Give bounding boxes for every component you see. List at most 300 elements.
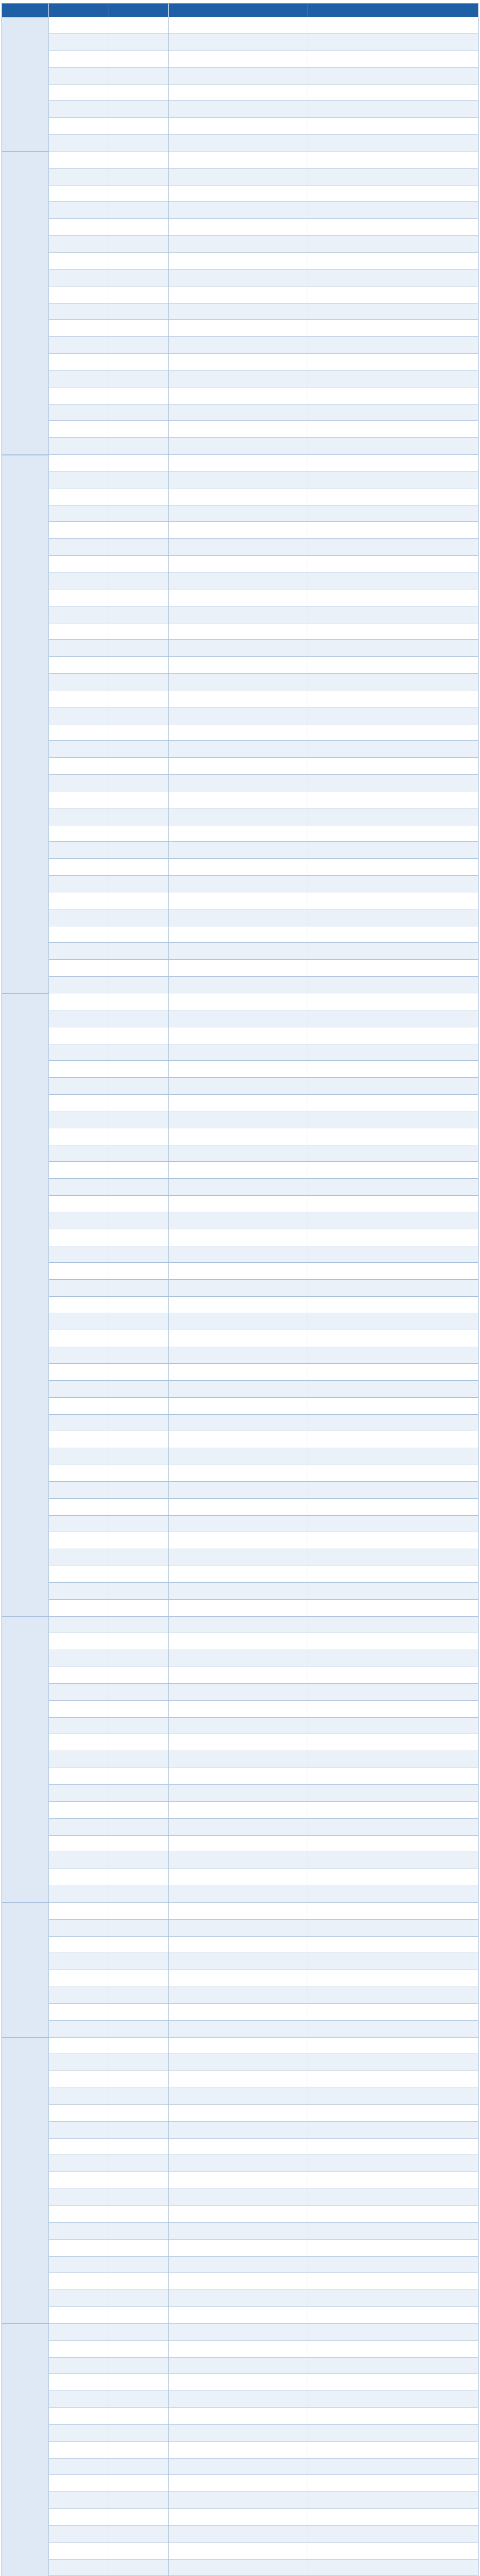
table-cell — [307, 2021, 478, 2037]
table-cell — [307, 236, 478, 252]
table-row — [2, 1398, 478, 1415]
table-row — [2, 2509, 478, 2526]
table-row — [2, 168, 478, 185]
table-cell — [307, 2004, 478, 2020]
table-cell — [108, 118, 169, 134]
table-cell — [169, 909, 307, 926]
table-cell — [169, 2139, 307, 2155]
table-row — [2, 572, 478, 589]
table-cell — [307, 2139, 478, 2155]
table-row — [2, 589, 478, 606]
table-cell — [49, 539, 108, 555]
table-cell — [307, 1886, 478, 1903]
table-row — [2, 1078, 478, 1095]
table-cell — [49, 1785, 108, 1802]
table-cell — [49, 471, 108, 488]
table-cell — [307, 741, 478, 757]
table-cell — [307, 1987, 478, 2004]
table-cell — [307, 2358, 478, 2374]
table-cell — [169, 674, 307, 690]
table-row — [2, 1532, 478, 1549]
table-cell — [108, 1903, 169, 1919]
table-cell — [49, 50, 108, 67]
table-row — [2, 1246, 478, 1263]
table-cell — [169, 1718, 307, 1734]
table — [2, 3, 478, 2576]
table-cell — [307, 572, 478, 589]
table-row — [2, 1751, 478, 1768]
table-cell — [108, 1010, 169, 1027]
table-cell — [108, 2021, 169, 2037]
table-cell — [49, 1583, 108, 1599]
table-cell — [108, 2206, 169, 2223]
table-cell — [169, 1330, 307, 1347]
table-cell — [169, 1953, 307, 1970]
table-row — [2, 1095, 478, 1112]
table-cell — [169, 1633, 307, 1650]
table-row — [2, 1684, 478, 1701]
table-cell — [108, 1313, 169, 1330]
table-cell — [169, 1768, 307, 1785]
table-cell — [49, 2004, 108, 2020]
table-cell — [307, 977, 478, 993]
table-cell — [49, 1162, 108, 1178]
table-cell — [108, 202, 169, 218]
table-cell — [49, 741, 108, 757]
table-cell — [49, 101, 108, 117]
table-cell — [169, 859, 307, 875]
table-cell — [307, 791, 478, 808]
table-cell — [108, 1179, 169, 1195]
table-cell — [307, 1465, 478, 1482]
table-cell — [49, 1701, 108, 1717]
table-cell — [169, 1549, 307, 1566]
table-cell — [49, 202, 108, 218]
table-cell — [307, 1061, 478, 1077]
table-cell — [169, 2509, 307, 2526]
table-cell — [108, 1145, 169, 1162]
table-cell — [169, 707, 307, 724]
table-cell — [108, 1246, 169, 1263]
table-row — [2, 151, 478, 168]
table-row — [2, 1836, 478, 1853]
table-cell — [49, 1347, 108, 1364]
table-cell — [108, 2038, 169, 2054]
table-cell — [49, 572, 108, 589]
table-row — [2, 1330, 478, 1347]
table-cell — [49, 1263, 108, 1279]
table-cell — [169, 1532, 307, 1549]
table-cell — [307, 2290, 478, 2307]
table-cell — [108, 1802, 169, 1818]
table-cell — [169, 977, 307, 993]
table-cell — [307, 1768, 478, 1785]
table-cell — [108, 354, 169, 370]
table-cell — [169, 640, 307, 656]
table-cell — [108, 253, 169, 269]
table-row — [2, 640, 478, 657]
table-row — [2, 387, 478, 404]
table-cell — [108, 17, 169, 33]
table-cell — [49, 135, 108, 151]
table-cell — [49, 960, 108, 976]
table-row — [2, 471, 478, 488]
table-cell — [108, 2257, 169, 2273]
table-cell — [108, 1111, 169, 1128]
table-cell — [307, 1347, 478, 1364]
table-cell — [49, 1617, 108, 1633]
table-cell — [108, 1600, 169, 1616]
table-cell — [307, 2155, 478, 2172]
table-cell — [307, 286, 478, 303]
table-cell — [307, 707, 478, 724]
table-row — [2, 2155, 478, 2172]
table-cell — [49, 589, 108, 606]
table-cell — [307, 84, 478, 101]
table-cell — [108, 2425, 169, 2441]
table-cell — [108, 2071, 169, 2088]
table-cell — [49, 1061, 108, 1077]
table-cell — [307, 67, 478, 84]
table-cell — [49, 1364, 108, 1380]
region-cell — [2, 17, 49, 151]
table-cell — [49, 1819, 108, 1835]
table-row — [2, 1482, 478, 1499]
table-row — [2, 1667, 478, 1684]
table-cell — [49, 1751, 108, 1768]
table-cell — [108, 1229, 169, 1246]
table-cell — [108, 1633, 169, 1650]
table-cell — [307, 1701, 478, 1717]
table-cell — [169, 2105, 307, 2121]
table-cell — [307, 1718, 478, 1734]
table-cell — [49, 775, 108, 791]
table-cell — [108, 909, 169, 926]
table-cell — [108, 1684, 169, 1700]
table-cell — [108, 1970, 169, 1987]
table-cell — [169, 2189, 307, 2206]
table-cell — [108, 2509, 169, 2526]
table-row — [2, 859, 478, 876]
table-cell — [108, 2324, 169, 2340]
table-row — [2, 2139, 478, 2156]
table-cell — [49, 2172, 108, 2189]
table-cell — [108, 1162, 169, 1178]
table-row — [2, 1785, 478, 1802]
table-row — [2, 337, 478, 354]
table-row — [2, 253, 478, 270]
table-row — [2, 50, 478, 67]
table-cell — [169, 1212, 307, 1229]
table-row — [2, 303, 478, 320]
table-cell — [108, 674, 169, 690]
table-row — [2, 1886, 478, 1903]
table-row — [2, 993, 478, 1010]
table-cell — [108, 2155, 169, 2172]
table-cell — [49, 2543, 108, 2559]
table-cell — [307, 2509, 478, 2526]
table-cell — [307, 1196, 478, 1212]
table-row — [2, 724, 478, 741]
table-row — [2, 623, 478, 640]
table-row — [2, 977, 478, 994]
table-cell — [49, 690, 108, 707]
table-cell — [49, 2492, 108, 2509]
table-cell — [49, 522, 108, 538]
table-cell — [307, 926, 478, 943]
table-cell — [49, 825, 108, 842]
table-row — [2, 2223, 478, 2240]
table-cell — [49, 2374, 108, 2391]
table-cell — [169, 943, 307, 959]
table-cell — [108, 2122, 169, 2138]
table-cell — [169, 1128, 307, 1145]
table-row — [2, 17, 478, 34]
table-row — [2, 1617, 478, 1634]
table-cell — [307, 758, 478, 774]
table-cell — [49, 1937, 108, 1953]
table-cell — [108, 1701, 169, 1717]
table-cell — [169, 2122, 307, 2138]
table-cell — [49, 185, 108, 202]
table-row — [2, 775, 478, 792]
table-cell — [169, 2425, 307, 2441]
table-cell — [49, 1212, 108, 1229]
table-cell — [307, 993, 478, 1010]
table-cell — [307, 960, 478, 976]
table-cell — [108, 1263, 169, 1279]
table-row — [2, 185, 478, 202]
table-cell — [49, 1297, 108, 1313]
table-cell — [49, 151, 108, 168]
table-cell — [169, 471, 307, 488]
table-cell — [169, 67, 307, 84]
table-cell — [307, 1802, 478, 1818]
table-cell — [108, 67, 169, 84]
table-cell — [169, 1617, 307, 1633]
table-cell — [169, 2442, 307, 2458]
table-cell — [49, 17, 108, 33]
table-cell — [169, 2054, 307, 2071]
table-cell — [169, 1078, 307, 1094]
table-cell — [169, 623, 307, 640]
table-cell — [49, 2358, 108, 2374]
table-row — [2, 741, 478, 758]
table-cell — [169, 2257, 307, 2273]
table-cell — [49, 1532, 108, 1549]
table-cell — [108, 1650, 169, 1667]
table-cell — [169, 1650, 307, 1667]
table-cell — [49, 1987, 108, 2004]
table-row — [2, 1937, 478, 1954]
table-cell — [169, 1987, 307, 2004]
header-cell — [307, 3, 478, 17]
table-cell — [169, 1027, 307, 1044]
table-row — [2, 34, 478, 51]
table-cell — [307, 2526, 478, 2542]
table-row — [2, 2122, 478, 2139]
table-row — [2, 522, 478, 539]
table-row — [2, 202, 478, 219]
table-cell — [49, 286, 108, 303]
table-cell — [169, 286, 307, 303]
table-cell — [307, 2172, 478, 2189]
table-cell — [49, 1145, 108, 1162]
table-cell — [169, 1179, 307, 1195]
table-cell — [108, 219, 169, 235]
table-cell — [169, 185, 307, 202]
table-cell — [49, 1398, 108, 1414]
table-cell — [108, 2240, 169, 2256]
table-cell — [49, 1448, 108, 1465]
table-cell — [307, 2543, 478, 2559]
table-cell — [307, 505, 478, 522]
table-cell — [108, 1987, 169, 2004]
table-cell — [49, 1179, 108, 1195]
table-cell — [108, 1869, 169, 1886]
table-cell — [307, 1617, 478, 1633]
table-cell — [49, 2509, 108, 2526]
table-cell — [169, 354, 307, 370]
table-row — [2, 1431, 478, 1448]
table-row — [2, 1212, 478, 1229]
table-cell — [307, 438, 478, 454]
table-row — [2, 707, 478, 724]
table-cell — [49, 640, 108, 656]
region-cell — [2, 1617, 49, 1903]
table-cell — [49, 1600, 108, 1616]
table-row — [2, 2358, 478, 2375]
table-cell — [169, 2071, 307, 2088]
table-cell — [49, 404, 108, 421]
table-cell — [108, 1768, 169, 1785]
table-cell — [49, 354, 108, 370]
table-cell — [307, 1836, 478, 1852]
table-row — [2, 2004, 478, 2021]
table-cell — [307, 2122, 478, 2138]
table-cell — [108, 1212, 169, 1229]
table-row — [2, 1044, 478, 1061]
region-cell — [2, 151, 49, 454]
table-cell — [169, 1701, 307, 1717]
table-cell — [108, 960, 169, 976]
table-cell — [169, 1111, 307, 1128]
table-cell — [169, 387, 307, 404]
table-row — [2, 118, 478, 135]
table-row — [2, 421, 478, 438]
table-cell — [49, 943, 108, 959]
table-cell — [49, 168, 108, 185]
table-row — [2, 1263, 478, 1280]
table-cell — [108, 488, 169, 505]
table-row — [2, 1549, 478, 1566]
table-cell — [49, 2307, 108, 2324]
table-cell — [49, 1869, 108, 1886]
table-cell — [307, 471, 478, 488]
table-cell — [307, 1313, 478, 1330]
table-cell — [49, 2442, 108, 2458]
table-cell — [169, 135, 307, 151]
table-cell — [108, 1280, 169, 1296]
table-cell — [108, 1886, 169, 1903]
table-cell — [307, 1280, 478, 1296]
table-cell — [169, 1600, 307, 1616]
table-cell — [108, 320, 169, 336]
table-cell — [169, 2307, 307, 2324]
table-cell — [307, 1785, 478, 1802]
table-cell — [169, 488, 307, 505]
table-cell — [49, 993, 108, 1010]
region-cell — [2, 2324, 49, 2576]
table-cell — [108, 1499, 169, 1515]
table-cell — [169, 556, 307, 572]
table-cell — [108, 1027, 169, 1044]
table-cell — [169, 1852, 307, 1869]
table-cell — [169, 842, 307, 858]
table-cell — [49, 1802, 108, 1818]
table-cell — [307, 1448, 478, 1465]
table-cell — [108, 337, 169, 353]
table-row — [2, 1566, 478, 1583]
table-row — [2, 2324, 478, 2341]
table-row — [2, 2021, 478, 2038]
table-cell — [307, 1633, 478, 1650]
table-cell — [169, 202, 307, 218]
table-cell — [108, 1128, 169, 1145]
table-cell — [49, 2105, 108, 2121]
table-row — [2, 2273, 478, 2290]
table-cell — [307, 1179, 478, 1195]
table-cell — [108, 438, 169, 454]
table-cell — [169, 808, 307, 825]
table-row — [2, 135, 478, 152]
table-cell — [307, 859, 478, 875]
table-cell — [108, 50, 169, 67]
table-row — [2, 876, 478, 893]
table-cell — [49, 505, 108, 522]
table-cell — [169, 269, 307, 286]
table-cell — [307, 1600, 478, 1616]
table-cell — [49, 1111, 108, 1128]
region-cell — [2, 2038, 49, 2324]
table-cell — [169, 741, 307, 757]
table-cell — [307, 17, 478, 33]
table-cell — [49, 724, 108, 741]
table-cell — [169, 993, 307, 1010]
table-row — [2, 2408, 478, 2425]
table-cell — [108, 2526, 169, 2542]
table-cell — [49, 1465, 108, 1482]
table-cell — [108, 859, 169, 875]
table-cell — [307, 2054, 478, 2071]
table-row — [2, 892, 478, 909]
table-cell — [49, 842, 108, 858]
table-cell — [108, 101, 169, 117]
table-row — [2, 1516, 478, 1533]
table-cell — [108, 1566, 169, 1583]
table-cell — [307, 657, 478, 673]
table-cell — [49, 84, 108, 101]
table-cell — [49, 118, 108, 134]
table-row — [2, 556, 478, 573]
table-cell — [169, 1431, 307, 1448]
table-cell — [307, 522, 478, 538]
table-cell — [307, 2088, 478, 2105]
table-cell — [49, 1549, 108, 1566]
table-cell — [108, 455, 169, 471]
table-cell — [169, 404, 307, 421]
table-cell — [49, 2240, 108, 2256]
